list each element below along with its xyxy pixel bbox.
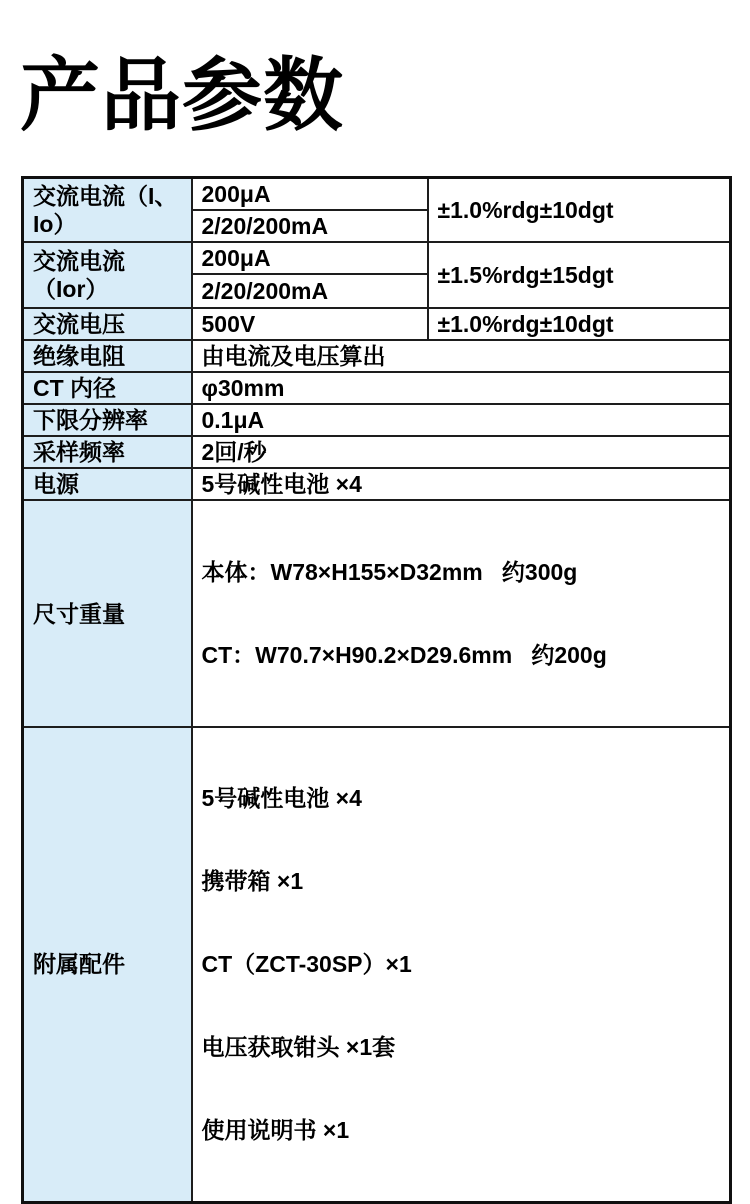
spec-value-accessories (192, 727, 731, 1203)
spec-range-1: 200μA (192, 178, 428, 211)
spec-label-size-weight: 尺寸重量 (23, 500, 192, 726)
spec-value-insulation-resistance: 由电流及电压算出 (192, 340, 731, 372)
accessory-item: 使用说明书 ×1 (201, 1117, 350, 1144)
spec-label-accessories: 附属配件 (23, 727, 192, 1203)
table-row (23, 468, 731, 500)
spec-accuracy-3: ±1.0%rdg±10dgt (428, 308, 731, 340)
spec-label-power-supply: 电源 (23, 468, 192, 500)
spec-value-ct-inner-diameter: φ30mm (192, 372, 731, 404)
table-row (23, 500, 731, 726)
spec-value-voltage: 500V (192, 308, 428, 340)
spec-table (21, 176, 732, 1204)
table-row (23, 308, 731, 340)
table-row (23, 404, 731, 436)
spec-label-sampling-rate: 采样频率 (23, 436, 192, 468)
size-weight-ct-line: CT：W70.7×H90.2×D29.6mm 约200g (201, 641, 607, 668)
accessory-item: CT（ZCT-30SP）×1 (201, 950, 412, 977)
table-row (23, 242, 731, 274)
spec-value-sampling-rate: 2回/秒 (192, 436, 731, 468)
table-row (23, 340, 731, 372)
spec-label-ac-current-ior: 交流电流（Ior） (23, 242, 192, 308)
accessory-item: 携带箱 ×1 (201, 867, 304, 894)
spec-label-ac-voltage: 交流电压 (23, 308, 192, 340)
spec-range-2: 2/20/200mA (192, 274, 428, 308)
table-row (23, 436, 731, 468)
table-row (23, 178, 731, 211)
spec-range-2: 2/20/200mA (192, 210, 428, 242)
accessory-item: 电压获取钳头 ×1套 (201, 1034, 396, 1061)
spec-value-power-supply: 5号碱性电池 ×4 (192, 468, 731, 500)
size-weight-body-line: 本体：W78×H155×D32mm 约300g (201, 558, 578, 585)
spec-value-lower-resolution: 0.1μA (192, 404, 731, 436)
spec-value-size-weight (192, 500, 731, 726)
spec-label-lower-resolution: 下限分辨率 (23, 404, 192, 436)
spec-label-insulation-resistance: 绝缘电阻 (23, 340, 192, 372)
accessory-item: 5号碱性电池 ×4 (201, 784, 362, 811)
page-title: 产品参数 (20, 51, 344, 140)
spec-range-1: 200μA (192, 242, 428, 274)
spec-label-ac-current-i-io: 交流电流（I、Io） (23, 178, 192, 243)
spec-accuracy-2: ±1.5%rdg±15dgt (428, 242, 731, 308)
spec-accuracy-1: ±1.0%rdg±10dgt (428, 178, 731, 243)
spec-label-ct-inner-diameter: CT 内径 (23, 372, 192, 404)
table-row (23, 372, 731, 404)
table-row (23, 727, 731, 1203)
